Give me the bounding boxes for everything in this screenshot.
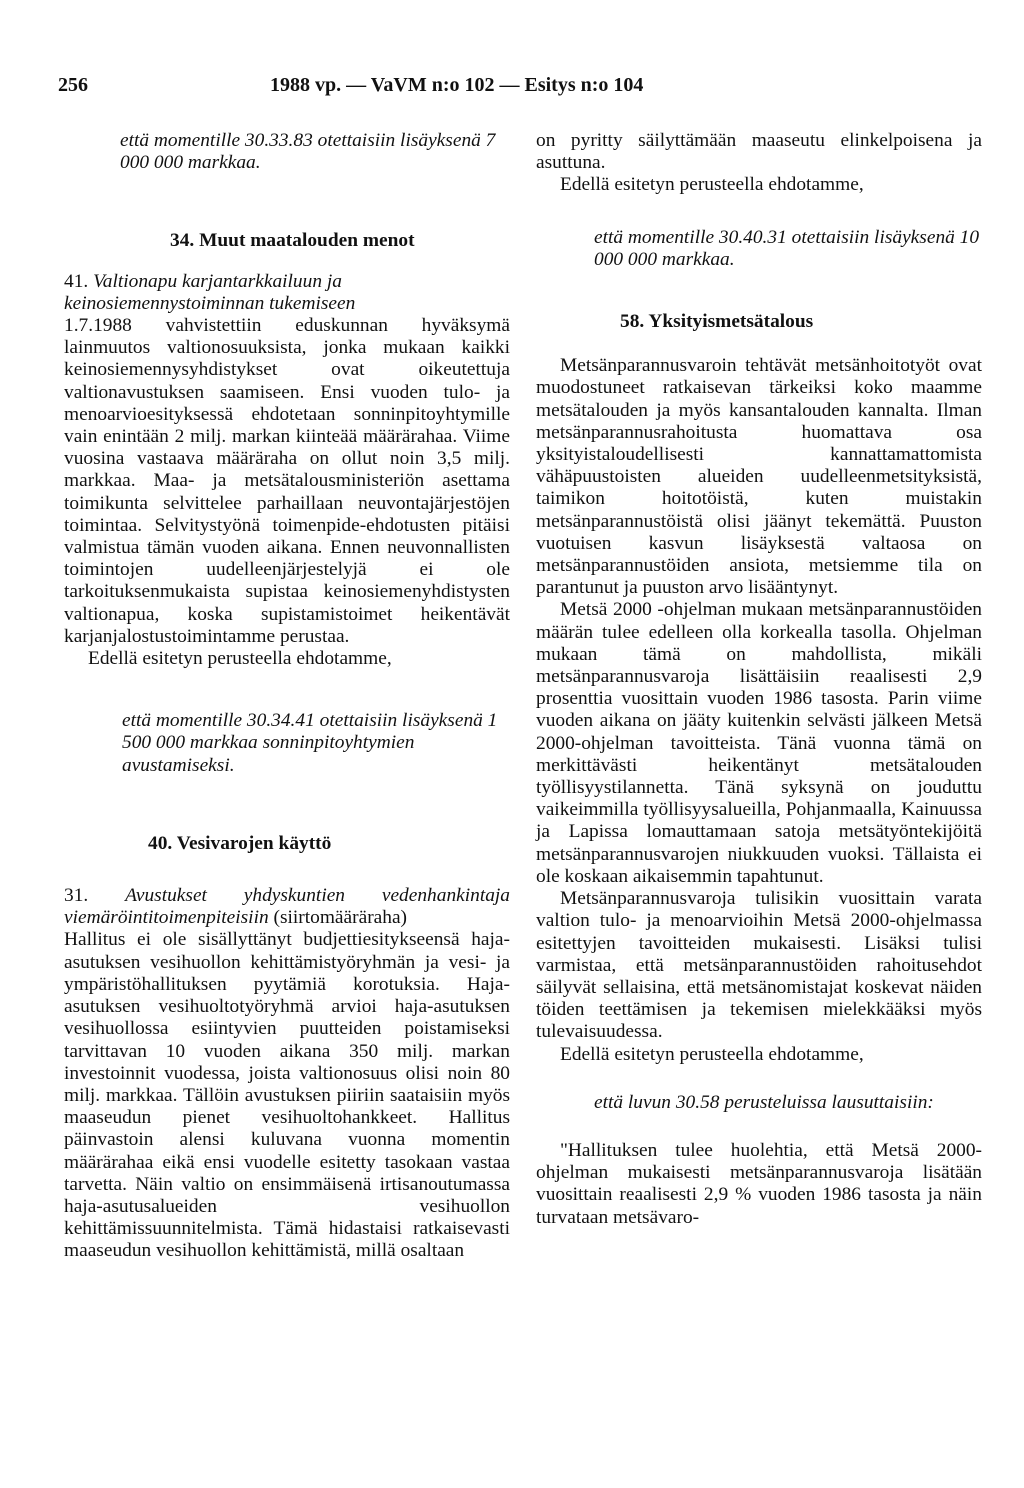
item-41-number: 41. bbox=[64, 270, 89, 292]
basis-statement-1: Edellä esitetyn perusteella ehdotamme, bbox=[560, 174, 864, 196]
item-41-body: 1.7.1988 vahvistettiin eduskunnan hyväksymä lainmuutos valtionosuuksista, jonka mukaan kaikki keinosiemennysyhdistykset ovat oikeutettuja valtionavustuksen saamiseen. Ensi vuoden tulo- ja menoarvioesityksessä ehdotetaan sonninpitoyhtymille vain enintään 2 milj. markan kiinteää määrärahaa. Viime vuosina vastaava määräraha on ollut noin 3,5 milj. markkaa. Maa- ja metsätalousministeriön asettama toimikunta selvittelee parhaillaan neuvontajärjestöjen toimintaa. Selvitystyönä toimenpide-ehdotusten pitäisi valmistua tämän vuoden aikana. Ennen neuvonnallisten toimintojen uudelleenjärjestelyjä ei ole tarkoituksenmukaista supistaa keinosiemenyhdistysten valtionapua, koska supistamistoimet heikentävät karjanjalostustoimintamme perustaa. bbox=[64, 315, 510, 647]
section-heading-34: 34. Muut maatalouden menot bbox=[170, 230, 415, 252]
item-41-title-text: Valtionapu karjantarkkailuun ja keinosiemennystoiminnan tukemiseen bbox=[64, 270, 356, 314]
running-title: 1988 vp. — VaVM n:o 102 — Esitys n:o 104 bbox=[270, 74, 644, 96]
proposal-30-34-41: että momentille 30.34.41 otettaisiin lisäyksenä 1 500 000 markkaa sonninpitoyhtymien avustamiseksi. bbox=[122, 710, 498, 776]
proposal-30-58: että luvun 30.58 perusteluissa lausuttaisiin: bbox=[594, 1091, 934, 1113]
page-header bbox=[58, 74, 643, 97]
proposal-30-40-31: että momentille 30.40.31 otettaisiin lisäyksenä 10 000 000 markkaa. bbox=[594, 226, 980, 270]
section-heading-40: 40. Vesivarojen käyttö bbox=[148, 832, 332, 854]
continuation-text: on pyritty säilyttämään maaseutu elinkelpoisena ja asuttuna. bbox=[536, 130, 982, 174]
item-31-title bbox=[64, 885, 510, 929]
paragraph-3: Metsänparannusvaroja tulisikin vuosittain varata valtion tulo- ja menoarvioihin Metsä 2000-ohjelmassa esitettyjen tavoitteiden mukaisesti. Lisäksi tulisi varmistaa, että metsänparannustöiden rahoitusehdot säilyvät sellaisina, että metsänomistajat koskevat näiden töiden teettämisen ja tekemisen mielekkääksi myös tulevaisuudessa. bbox=[536, 888, 982, 1043]
item-41-basis: Edellä esitetyn perusteella ehdotamme, bbox=[88, 648, 392, 670]
item-31-note: (siirtomääräraha) bbox=[273, 907, 408, 929]
proposal-30-33-83: että momentille 30.33.83 otettaisiin lisäyksenä 7 000 000 markkaa. bbox=[120, 130, 496, 174]
item-31-title-text: Avustukset yhdyskuntien vedenhankintaja viemäröintitoimenpiteisiin bbox=[64, 885, 510, 929]
item-41-title bbox=[64, 271, 510, 315]
paragraph-1: Metsänparannusvaroin tehtävät metsänhoitotyöt ovat muodostuneet ratkaisevan tärkeiksi koko maamme metsätalouden ja myös kansantalouden kannalta. Ilman metsänparannusrahoitusta huomattava osa yksityistaloudellisesti kannattamattomista vähäpuustoisten alueiden uudelleenmetsityksistä, taimikon hoitotöistä, kuten muistakin metsänparannustöistä olisi jäänyt tekemättä. Puuston vuotuisen kasvun lisäyksestä valtaosa on metsänparannustöiden ansiota, metsiemme tila on parantunut ja puuston arvo lisääntynyt. bbox=[536, 355, 982, 599]
right-column bbox=[536, 130, 982, 1229]
item-31-body: Hallitus ei ole sisällyttänyt budjettiesitykseensä haja-asutuksen vesihuollon kehittämistyöryhmän ja vesi- ja ympäristöhallituksen pyytämiä korotuksia. Haja-asutuksen vesihuoltotyöryhmä arvioi haja-asutuksen vesihuollossa esiintyvien puutteiden poistamiseksi tarvittavan 10 vuoden aikana 350 milj. markan investoinnit vuodessa, joista valtionosuus olisi noin 80 milj. markkaa. Tällöin avustuksen piiriin saataisiin myös maaseudun pienet vesihuoltohankkeet. Hallitus päinvastoin alensi kuluvana vuonna momentin määrärahaa eikä ensi vuodelle esitetty tasokaan vastaa tarvetta. Näin valtio on ensimmäisenä irtisanoutumassa haja-asutusalueiden vesihuollon kehittämissuunnitelmista. Tämä hidastaisi ratkaisevasti maaseudun vesihuollon kehittämistä, millä osaltaan bbox=[64, 929, 510, 1262]
page-number: 256 bbox=[58, 74, 88, 96]
section-heading-58: 58. Yksityismetsätalous bbox=[620, 311, 814, 333]
left-column bbox=[64, 130, 510, 1263]
item-31-number: 31. bbox=[64, 885, 89, 907]
paragraph-2: Metsä 2000 -ohjelman mukaan metsänparannustöiden määrän tulee edelleen olla korkealla tasolla. Ohjelman mukaan tämä on mahdollista, mikäli metsänparannusvaroja lisättäisiin reaalisesti 2,9 prosenttia vuosittain vuoden 1986 tasosta. Parin viime vuoden aikana on jääty kuitenkin selvästi jälkeen Metsä 2000-ohjelman tavoitteista. Tänä vuonna tämä on merkittävästi heikentänyt metsätalouden työllisyystilannetta. Tänä syksynä on jouduttu vaikeimmilla työllisyysalueilla, Pohjanmaalla, Kainuussa ja Lapissa lomauttamaan satoja metsätyöntekijöitä metsänparannusvarojen niukkuuden vuoksi. Tällaista ei ole koskaan aikaisemmin tapahtunut. bbox=[536, 599, 982, 887]
quoted-statement: "Hallituksen tulee huolehtia, että Metsä 2000-ohjelman mukaisesti metsänparannusvaroja lisätään vuosittain reaalisesti 2,9 % vuoden 1986 tasosta ja näin turvataan metsävaro- bbox=[536, 1139, 982, 1228]
basis-statement-2: Edellä esitetyn perusteella ehdotamme, bbox=[560, 1043, 864, 1065]
